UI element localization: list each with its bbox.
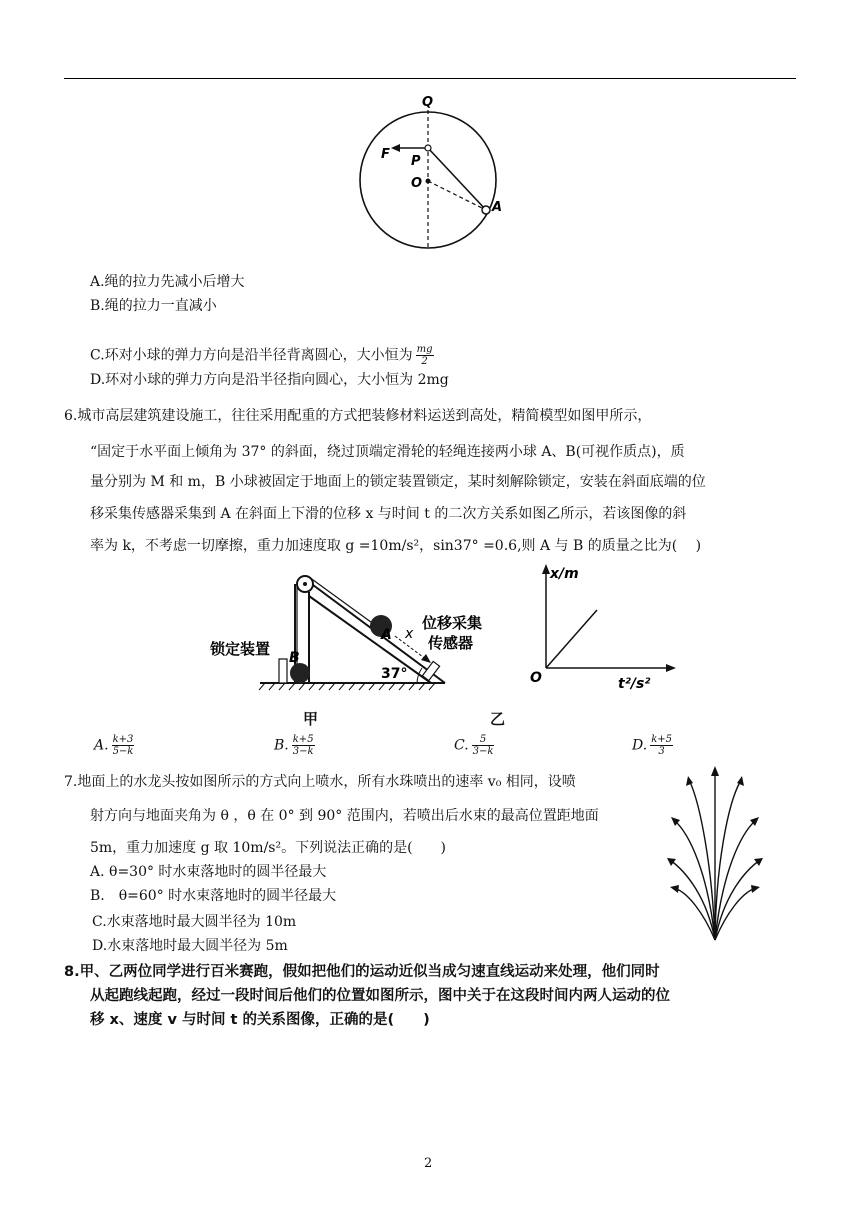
label-p: P xyxy=(411,154,421,169)
q7-stem-line1: 7.地面上的水龙头按如图所示的方式向上喷水，所有水珠喷出的速率 v₀ 相同，设喷 xyxy=(64,774,576,790)
lock-device xyxy=(279,659,287,683)
header-rule xyxy=(64,78,796,79)
angle-label: 37° xyxy=(381,666,408,682)
figure-jia-caption: 甲 xyxy=(303,710,319,728)
y-axis-label: x/m xyxy=(550,566,579,582)
x-axis-label: t²/s² xyxy=(618,676,651,692)
q6-stem-line3: 量分别为 M 和 m，B 小球被固定于地面上的锁定装置锁定，某时刻解除锁定，安装在斜面底端的位 xyxy=(90,474,706,490)
q8-stem-line3: 移 x、速度 v 与时间 t 的关系图像，正确的是( ) xyxy=(90,1012,430,1028)
rope-to-a xyxy=(309,577,375,625)
data-line xyxy=(546,610,597,668)
radius-oa xyxy=(428,181,486,210)
ball-a xyxy=(482,206,490,214)
q7-option-d: D.水束落地时最大圆半径为 5m xyxy=(92,938,288,954)
q5-option-a: A.绳的拉力先减小后增大 xyxy=(90,274,245,290)
label-o: O xyxy=(411,176,423,191)
q6-stem-line2: “固定于水平面上倾角为 37° 的斜面，绕过顶端定滑轮的轻绳连接两小球 A、B(可视作质点)，质 xyxy=(90,444,685,460)
page-number: 2 xyxy=(424,1156,433,1171)
incline-figure xyxy=(205,566,483,696)
label-x: x xyxy=(405,626,414,642)
q6-stem-line1: 6.城市高层建筑建设施工，往往采用配重的方式把装修材料运送到高处，精简模型如图甲所示， xyxy=(64,408,652,424)
q7-stem-line2: 射方向与地面夹角为 θ ，θ 在 0° 到 90° 范围内，若喷出后水束的最高位置距地面 xyxy=(90,808,599,824)
fraction: $\frac{mg}{2}$ xyxy=(416,344,433,367)
label-a: A xyxy=(381,627,392,643)
q5-option-d: D.环对小球的弹力方向是沿半径指向圆心，大小恒为 2mg xyxy=(90,372,449,388)
force-arrowhead xyxy=(391,144,400,152)
q6-option-a: A. $\frac{k+3}{5-k}$ xyxy=(94,734,134,757)
fountain-figure xyxy=(660,764,770,944)
q5-option-c xyxy=(90,344,434,367)
q5-option-c-text: C.环对小球的弹力方向是沿半径背离圆心，大小恒为 xyxy=(90,347,413,364)
circle-ring-figure xyxy=(355,88,505,250)
sensor-label-1: 位移采集 xyxy=(422,614,483,632)
q6-stem-line5: 率为 k，不考虑一切摩擦，重力加速度取 g =10m/s²，sin37° =0.6,则 A 与 B 的质量之比为( ) xyxy=(90,538,702,554)
q7-option-b: B. θ=60° 时水束落地时的圆半径最大 xyxy=(90,888,337,904)
x-t2-graph xyxy=(522,562,682,692)
q8-stem-line2: 从起跑线起跑，经过一段时间后他们的位置如图所示，图中关于在这段时间内两人运动的位 xyxy=(90,988,670,1004)
q6-option-d: D. $\frac{k+5}{3}$ xyxy=(632,734,672,757)
q6-option-c: C. $\frac{5}{3-k}$ xyxy=(454,734,494,757)
q8-stem-line1: 8.甲、乙两位同学进行百米赛跑，假如把他们的运动近似当成匀速直线运动来处理，他们同时 xyxy=(64,964,660,980)
lock-label: 锁定装置 xyxy=(210,640,271,658)
q7-option-a: A. θ=30° 时水束落地时的圆半径最大 xyxy=(90,864,327,880)
label-a: A xyxy=(492,200,503,215)
q5-option-b: B.绳的拉力一直减小 xyxy=(90,298,217,314)
point-o xyxy=(426,179,431,184)
q7-option-c: C.水束落地时最大圆半径为 10m xyxy=(92,914,297,930)
q6-option-b: B. $\frac{k+5}{3-k}$ xyxy=(274,734,314,757)
label-b: B xyxy=(289,650,300,666)
ball-b xyxy=(290,663,310,683)
sensor-label-2: 传感器 xyxy=(428,634,474,652)
figure-yi-caption: 乙 xyxy=(490,710,506,728)
q7-stem-line3: 5m，重力加速度 g 取 10m/s²。下列说法正确的是( ) xyxy=(90,840,447,856)
ground-hatch xyxy=(259,683,435,690)
point-p xyxy=(425,145,431,151)
q6-stem-line4: 移采集传感器采集到 A 在斜面上下滑的位移 x 与时间 t 的二次方关系如图乙所示，若该图像的斜 xyxy=(90,506,687,522)
label-q: Q xyxy=(422,95,434,110)
origin-label: O xyxy=(530,670,542,686)
label-f: F xyxy=(381,147,390,162)
rope-pa xyxy=(428,148,486,210)
